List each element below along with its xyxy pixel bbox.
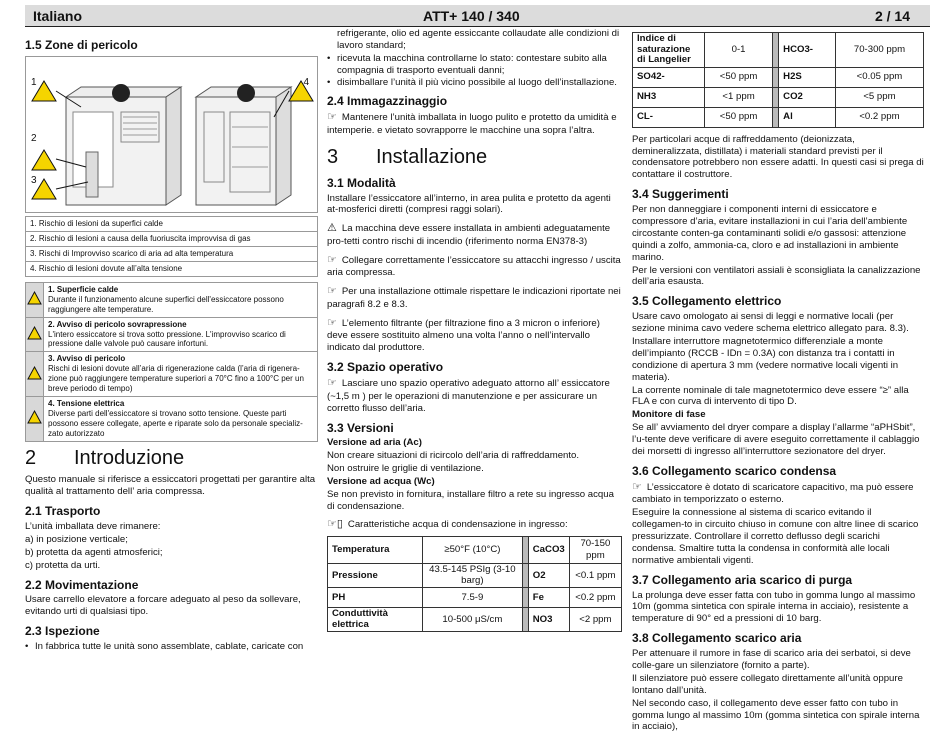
section-title: 2.4 Immagazzinaggio — [327, 94, 448, 109]
paragraph: Se all’ avviamento del dryer compare a display l’allarme “aPHSbit”, l’u-tente deve verificare di avere eseguito correttamente il cablaggio dei morsetti di ingresso all’interruttore sezionatore del dryer. — [632, 422, 920, 457]
chapter-title: Introduzione — [74, 446, 185, 469]
page-header — [25, 5, 930, 27]
pointing-hand-icon: ☞ — [327, 316, 337, 329]
list-item: a) in posizione verticale; — [25, 533, 128, 545]
section-title: 3.3 Versioni — [327, 420, 394, 435]
paragraph: ⚠ La macchina deve essere installata in ambienti adeguatamente pro-tetti contro rischi di incendio (riferimento norma EN378-3) — [327, 222, 611, 247]
table-cell: Conduttività elettrica — [328, 608, 423, 632]
pointing-hand-icon: ☞ — [327, 285, 337, 298]
table-cell: <0.2 ppm — [569, 588, 621, 608]
paragraph: ☞ L’essiccatore è dotato di scaricatore capacitivo, ma può essere cambiato in temporizzato o esterno. — [632, 480, 914, 506]
risk-item: 4. Rischio di lesioni dovute all’alta tensione — [26, 261, 318, 276]
warning-icon — [26, 282, 44, 317]
paragraph: ☞ Lasciare uno spazio operativo adeguato attorno all’ essiccatore (~1,5 m ) per le operazioni di manutenzione e per assicurare un corretto flusso dell’aria. — [327, 377, 610, 414]
middle-column — [327, 28, 622, 632]
risk-item: 2. Rischio di lesioni a causa della fuoriuscita improvvisa di gas — [26, 231, 318, 246]
paragraph: Questo manuale si riferisce a essiccatori progettati per garantire alta qualità al trattamento dell’ aria compressa. — [25, 474, 316, 498]
table-cell: <0.1 ppm — [569, 564, 621, 588]
paragraph: Il silenziatore può essere collegato direttamente all’unità oppure lontano dall’unità. — [632, 672, 903, 696]
paragraph: Eseguire la connessione al sistema di scarico evitando il collegamen-to in circuito chiuso in comune con altre linee di scarico pressurizzate. Controllare il corretto deflusso degli scarichi condensa. Smaltire tutta la condensa in conformità alle locali normative ambientali vigenti. — [632, 507, 919, 566]
pointing-hand-book-icon: ☞▯ — [327, 517, 343, 530]
table-cell: PH — [328, 588, 423, 608]
risk-list — [25, 216, 318, 277]
pointing-hand-icon: ☞ — [327, 377, 337, 390]
dryer-illustration — [26, 57, 317, 212]
table-cell: Indice di saturazione di Langelier — [633, 33, 705, 68]
water-characteristics-table-2 — [632, 32, 924, 128]
paragraph: L’unità imballata deve rimanere: — [25, 521, 161, 533]
table-cell: CL- — [633, 107, 705, 127]
table-cell: CaCO3 — [528, 537, 569, 564]
fig-label-2: 2 — [31, 132, 37, 144]
paragraph: Se non previsto in fornitura, installare filtro a rete su ingresso acqua di condensazione. — [327, 488, 614, 512]
table-cell: 70-150 ppm — [569, 537, 621, 564]
water-characteristics-table — [327, 536, 622, 632]
table-cell: HCO3- — [779, 33, 836, 68]
language-label: Italiano — [33, 8, 83, 24]
paragraph: Non ostruire le griglie di ventilazione. — [327, 463, 484, 475]
paragraph: La prolunga deve esser fatta con tubo in gomma lungo al massimo 10m (gomma sintetica con spirale interna in acciaio), resistente a temperature di 90° ed a pressioni di 10 barg. — [632, 589, 916, 625]
section-title: 3.8 Collegamento scarico aria — [632, 631, 802, 646]
table-cell: 10-500 μS/cm — [423, 608, 523, 632]
chapter-number: 2 — [25, 446, 37, 469]
fig-label-1: 1 — [31, 76, 37, 88]
page-number: 2 / 14 — [874, 8, 910, 24]
model-title: ATT+ 140 / 340 — [423, 8, 520, 24]
table-cell: <2 ppm — [569, 608, 621, 632]
section-title: 2.2 Movimentazione — [25, 577, 139, 592]
list-item: • disimballare l’unità il più vicino possibile al luogo dell’installazione. — [327, 77, 622, 89]
paragraph: ☞ L’elemento filtrante (per filtrazione fino a 3 micron o inferiore) deve essere sostituito almeno una volta l’anno o nell’intervallo indicato dal produttore. — [327, 316, 600, 354]
right-column — [632, 32, 924, 734]
subsection-title: Versione ad acqua (Wc) — [327, 476, 435, 488]
table-cell: Al — [779, 107, 836, 127]
paragraph: Per le versioni con ventilatori assiali è sconsigliata la canalizzazione dell’aria esausta. — [632, 264, 921, 288]
list-item: b) protetta da agenti atmosferici; — [25, 546, 163, 558]
section-title: 3.4 Suggerimenti — [632, 187, 729, 202]
paragraph: ☞ Per una installazione ottimale rispettare le indicazioni riportate nei paragrafi 8.2 e 8.3. — [327, 285, 621, 310]
chapter-heading — [25, 446, 318, 471]
paragraph: Installare l’essiccatore all’interno, in area pulita e protetto da agenti at-mosferici diretti (compresi raggi solari). — [327, 192, 611, 216]
table-cell: <50 ppm — [705, 67, 773, 87]
section-title: 3.1 Modalità — [327, 175, 396, 190]
table-cell: NO3 — [528, 608, 569, 632]
table-cell: 70-300 ppm — [835, 33, 923, 68]
table-cell: 0-1 — [705, 33, 773, 68]
section-title: 3.2 Spazio operativo — [327, 360, 444, 375]
table-cell: <0.05 ppm — [835, 67, 923, 87]
warning-icon — [26, 317, 44, 352]
warning-title: 1. Superficie calde — [48, 284, 119, 294]
table-cell: <50 ppm — [705, 107, 773, 127]
table-cell: Temperatura — [328, 537, 423, 564]
pointing-hand-icon: ☞ — [327, 111, 337, 124]
table-cell: O2 — [528, 564, 569, 588]
warning-text: L'intero essiccatore si trova sotto pressione. L'improvviso scarico di pressione dalle valvole può causare infortuni. — [48, 329, 286, 349]
table-cell: <5 ppm — [835, 87, 923, 107]
paragraph: La corrente nominale di tale magnetotermico deve essere “≥” alla FLA e con curva di intervento di tipo D. — [632, 384, 909, 408]
left-column — [25, 32, 318, 653]
risk-item: 1. Rischio di lesioni da superfici calde — [26, 216, 318, 231]
table-cell: 43.5-145 PSIg (3-10 barg) — [423, 564, 523, 588]
chapter-title: Installazione — [376, 145, 488, 168]
list-item: • ricevuta la macchina controllarne lo stato: contestare subito alla compagnia di trasporto eventuali danni; — [327, 53, 622, 77]
danger-zones-figure — [25, 56, 318, 213]
warning-table — [25, 282, 318, 442]
fig-label-4: 4 — [303, 76, 309, 88]
table-cell: Pressione — [328, 564, 423, 588]
subsection-title: Versione ad aria (Ac) — [327, 437, 422, 449]
paragraph: Usare carrello elevatore a forcare adeguato al peso da sollevare, evitando urti di qualsiasi tipo. — [25, 594, 301, 618]
risk-item: 3. Rischi di Improvviso scarico di aria ad alta temperatura — [26, 246, 318, 261]
warning-text: Durante il funzionamento alcune superfici dell'essiccatore possono raggiungere alte temperature. — [48, 294, 284, 314]
paragraph: Nel secondo caso, il collegamento deve esser fatto con tubo in gomma lungo al massimo 10m (gomma sintetica con spirale interna in acciaio), — [632, 697, 920, 733]
warning-icon: ⚠ — [327, 222, 337, 235]
table-cell: Fe — [528, 588, 569, 608]
table-cell: ≥50°F (10°C) — [423, 537, 523, 564]
chapter-heading — [327, 145, 622, 170]
paragraph: refrigerante, olio ed agente essiccante collaudate alle condizioni di lavoro standard; — [337, 28, 620, 51]
subsection-title: Monitore di fase — [632, 409, 706, 421]
chapter-number: 3 — [327, 145, 339, 168]
warning-title: 3. Avviso di pericolo — [48, 354, 126, 364]
paragraph: Non creare situazioni di ricircolo dell’aria di raffreddamento. — [327, 450, 580, 462]
table-cell: 7.5-9 — [423, 588, 523, 608]
paragraph: Per attenuare il rumore in fase di scarico aria dei serbatoi, si deve colle-gare un silenziatore (fornito a parte). — [632, 648, 911, 672]
list-item: c) protetta da urti. — [25, 559, 101, 571]
table-cell: <1 ppm — [705, 87, 773, 107]
paragraph: Installare interruttore magnetotermico differenziale a monte dell’impianto (RCCB - IDn = 0.3A) con distanza tra i contatti in condizione di apertura 3 mm (vedere normative locali vigenti in materia). — [632, 335, 899, 383]
section-title: 2.3 Ispezione — [25, 624, 100, 639]
table-cell: NH3 — [633, 87, 705, 107]
section-title: 3.5 Collegamento elettrico — [632, 294, 782, 309]
table-caption: ☞▯ Caratteristiche acqua di condensazione in ingresso: — [327, 517, 568, 530]
list-item: • In fabbrica tutte le unità sono assemblate, cablate, caricate con — [25, 641, 318, 653]
warning-title: 2. Avviso di pericolo sovrapressione — [48, 319, 187, 329]
paragraph: Per non danneggiare i componenti interni di essiccatore e compressore d’aria, evitare installazioni in cui l’aria dell’ambiente circostante conten-ga contaminanti solidi e/o gassosi: attenzione quindi a zolfo, ammonia-ca, cloro e ad installazioni in ambiente marino. — [632, 204, 908, 263]
warning-icon — [26, 352, 44, 397]
section-title: 3.6 Collegamento scarico condensa — [632, 463, 837, 478]
warning-icon — [26, 396, 44, 441]
pointing-hand-icon: ☞ — [632, 480, 642, 493]
section-title: 2.1 Trasporto — [25, 504, 101, 519]
table-cell: <0.2 ppm — [835, 107, 923, 127]
warning-text: Diverse parti dell'essiccatore si trovano sotto tensione. Queste parti possono essere collegate, aperte e riparate solo da personale specializ-zato autorizzato — [48, 408, 303, 438]
paragraph: Per particolari acque di raffreddamento (deionizzata, demineralizzata, distillata) i materiali standard previsti per il condensatore potrebbero non essere adatti. In questi casi si prega di contattare il costruttore. — [632, 133, 924, 181]
pointing-hand-icon: ☞ — [327, 253, 337, 266]
paragraph: Usare cavo omologato ai sensi di leggi e normative locali (per sezione minima cavo vedere schema elettrico allegato para. 8.3). — [632, 311, 909, 335]
table-cell: CO2 — [779, 87, 836, 107]
warning-text: Rischi di lesioni dovute all’aria di rigenerazione calda (l’aria di rigenera-zione può raggiungere temperature superiori a 70°C fino a 100°C per un breve periodo di tempo) — [48, 364, 304, 394]
paragraph: ☞ Collegare correttamente l’essiccatore su attacchi ingresso / uscita aria compressa. — [327, 253, 621, 279]
table-cell: H2S — [779, 67, 836, 87]
table-cell: SO42- — [633, 67, 705, 87]
paragraph: ☞ Mantenere l’unità imballata in luogo pulito e protetto da umidità e intemperie. e vietato sovrapporre le macchine una sopra l’altra. — [327, 111, 617, 136]
section-title: 1.5 Zone di pericolo — [25, 38, 138, 52]
warning-title: 4. Tensione elettrica — [48, 398, 125, 408]
fig-label-3: 3 — [31, 174, 37, 186]
section-title: 3.7 Collegamento aria scarico di purga — [632, 572, 853, 587]
